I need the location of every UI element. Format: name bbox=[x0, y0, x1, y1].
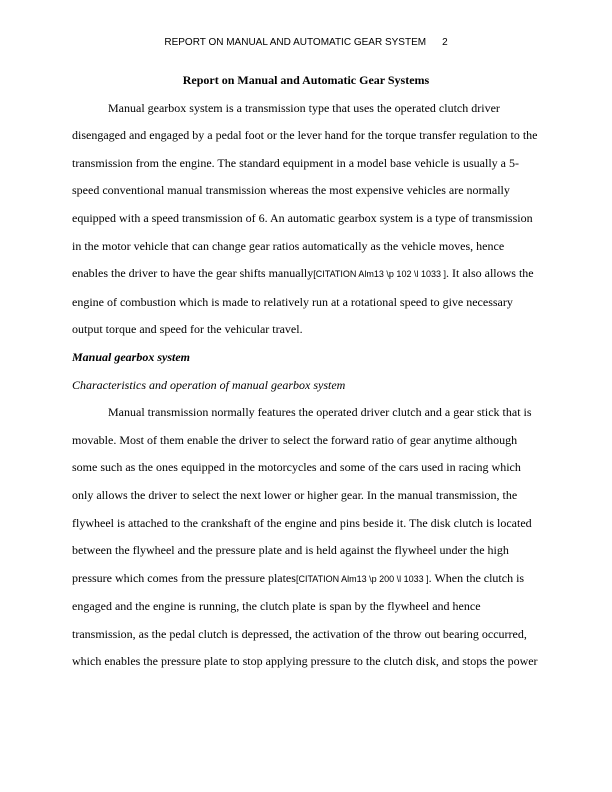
document-title: Report on Manual and Automatic Gear Systems bbox=[182, 73, 430, 87]
paragraph-intro-text: Manual gearbox system is a transmission type that uses the operated clutch driver disengaged and engaged by a pedal foot or the lever hand for the torque transfer regulation to the transmission from the engine. The standard equipment in a model base vehicle is usually a 5-speed conventional manual transmission whereas the most expensive vehicles are normally equipped with a speed transmission of 6. An automatic gearbox system is a type of transmission in the motor vehicle that can change gear ratios automatically as the vehicle moves, hence enables the driver to have the gear shifts manually bbox=[72, 100, 538, 281]
citation-field: [CITATION Alm13 \p 200 \l 1033 ] bbox=[295, 573, 429, 584]
page-number: 2 bbox=[442, 37, 448, 48]
paragraph-intro-text-end: . It also allows the engine of combustion which is made to relatively run at a rotational speed to give necessary output torque and speed for the vehicular travel. bbox=[72, 266, 534, 337]
running-head bbox=[0, 37, 612, 48]
running-head-title: REPORT ON MANUAL AND AUTOMATIC GEAR SYSTEM bbox=[164, 37, 427, 48]
paragraph-manual-text: Manual transmission normally features the operated driver clutch and a gear stick that is movable. Most of them enable the driver to select the forward ratio of gear anytime although some such as the ones equipped in the motorcycles and some of the cars used in racing which only allows the driver to select the next lower or higher gear. In the manual transmission, the flywheel is attached to the crankshaft of the engine and pins beside it. The disk clutch is located between the flywheel and the pressure plate and is held against the flywheel under the high pressure which comes from the pressure plates bbox=[72, 405, 532, 585]
subsection-heading-characteristics: Characteristics and operation of manual gearbox system bbox=[72, 377, 346, 392]
document-body bbox=[72, 67, 540, 676]
paragraph-manual-transmission bbox=[72, 399, 540, 676]
citation-field: [CITATION Alm13 \p 102 \l 1033 ] bbox=[313, 269, 446, 280]
section-heading-manual: Manual gearbox system bbox=[72, 349, 191, 364]
paragraph-manual-text-end: . When the clutch is engaged and the engine is running, the clutch plate is span by the flywheel and hence transmission, as the pedal clutch is depressed, the activation of the throw out bearing occurred, which enables the pressure plate to stop applying pressure to the clutch disk, and stops the power bbox=[72, 570, 538, 669]
paragraph-intro bbox=[72, 95, 540, 344]
